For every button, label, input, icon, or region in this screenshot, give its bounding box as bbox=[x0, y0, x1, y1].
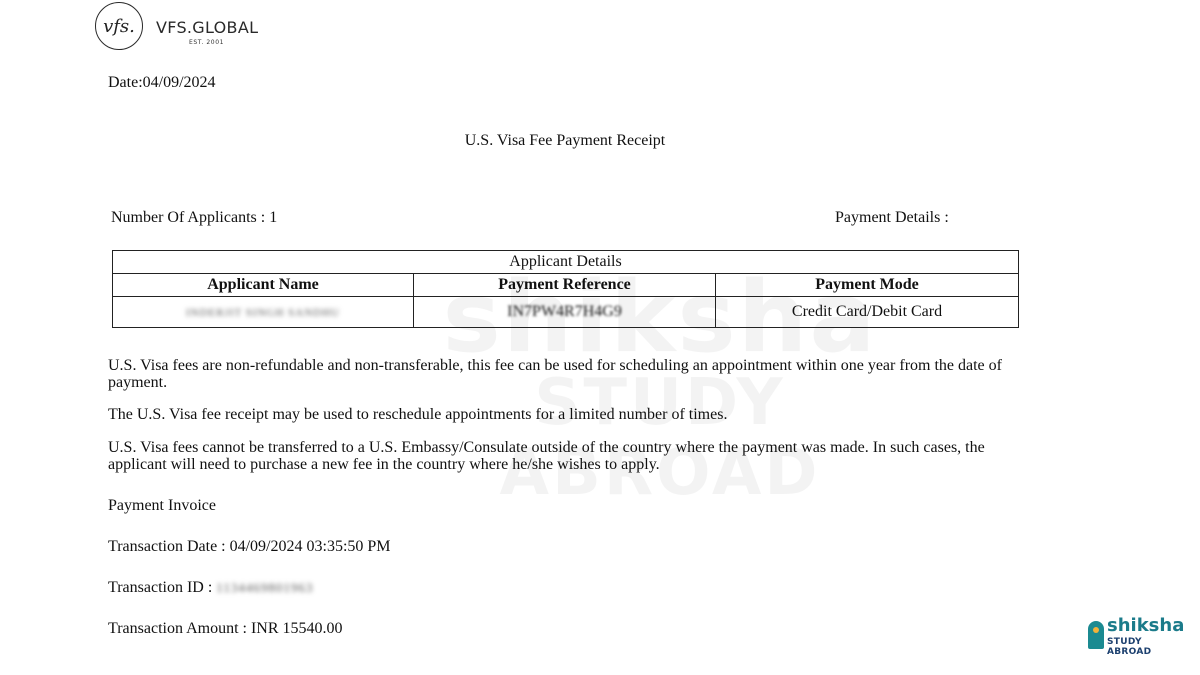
column-header-applicant-name: Applicant Name bbox=[113, 274, 414, 297]
receipt-date: Date:04/09/2024 bbox=[108, 74, 216, 91]
pen-nib-icon bbox=[1088, 621, 1104, 649]
applicant-name-cell bbox=[113, 297, 414, 328]
receipt-title: U.S. Visa Fee Payment Receipt bbox=[464, 132, 666, 149]
transaction-id-row bbox=[108, 578, 313, 597]
table-caption: Applicant Details bbox=[113, 251, 1019, 274]
applicant-details-table bbox=[112, 250, 1019, 328]
brand-name: shiksha bbox=[1107, 615, 1185, 636]
payment-mode-cell bbox=[716, 297, 1019, 328]
transaction-amount: Transaction Amount : INR 15540.00 bbox=[108, 620, 343, 637]
vfs-logo-mark: vfs. bbox=[95, 2, 143, 50]
brand-subtitle: STUDY ABROAD bbox=[1107, 637, 1152, 657]
transaction-date: Transaction Date : 04/09/2024 03:35:50 PM bbox=[108, 538, 391, 555]
payment-reference-cell bbox=[414, 297, 716, 328]
shiksha-brand-logo bbox=[1086, 615, 1186, 658]
terms-paragraph-1: U.S. Visa fees are non-refundable and non-transferable, this fee can be used for scheduling an appointment within one year from the date of payment. bbox=[108, 357, 1002, 391]
column-header-payment-mode: Payment Mode bbox=[716, 274, 1019, 297]
vfs-logo-name: VFS.GLOBAL bbox=[156, 18, 259, 37]
applicant-name-value: INDERJIT SINGH SANDHU bbox=[185, 306, 341, 319]
payment-reference-value: IN7PW4R7H4G9 bbox=[507, 303, 622, 320]
vfs-logo-established: EST. 2001 bbox=[189, 39, 225, 46]
terms-paragraph-2: The U.S. Visa fee receipt may be used to reschedule appointments for a limited number of times. bbox=[108, 406, 728, 423]
number-of-applicants: Number Of Applicants : 1 bbox=[111, 209, 278, 226]
payment-mode-value: Credit Card/Debit Card bbox=[791, 303, 943, 320]
column-header-payment-reference: Payment Reference bbox=[414, 274, 716, 297]
payment-details-label: Payment Details : bbox=[835, 209, 949, 226]
table-row bbox=[113, 297, 1019, 328]
transaction-id-value: 1134469801963 bbox=[216, 580, 314, 595]
payment-invoice-heading: Payment Invoice bbox=[108, 497, 216, 514]
transaction-id-label: Transaction ID : bbox=[108, 579, 213, 596]
terms-paragraph-3: U.S. Visa fees cannot be transferred to a U.S. Embassy/Consulate outside of the country where the payment was made. In such cases, the applicant will need to purchase a new fee in the country where he/she wishes to apply. bbox=[108, 439, 985, 473]
vfs-global-logo bbox=[95, 2, 265, 52]
